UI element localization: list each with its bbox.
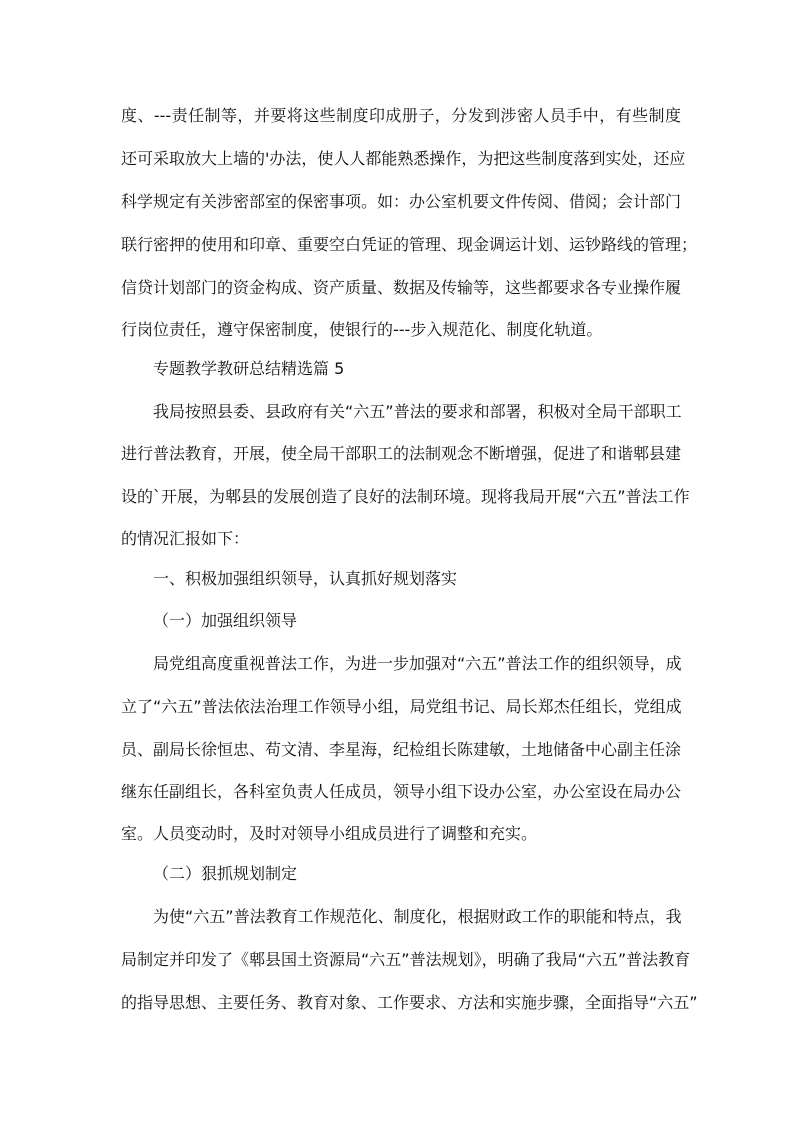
paragraph-line: 行岗位责任，遵守保密制度，使银行的---步入规范化、制度化轨道。 xyxy=(121,320,603,339)
paragraph-line: 局制定并印发了《郫县国土资源局“六五”普法规划》，明确了我局“六五”普法教育 xyxy=(121,950,691,969)
paragraph-line: 还可采取放大上墙的'办法，使人人都能熟悉操作，为把这些制度落到实处，还应 xyxy=(121,149,686,168)
paragraph-line: 局党组高度重视普法工作，为进一步加强对“六五”普法工作的组织领导，成 xyxy=(153,654,682,673)
heading: 一、积极加强组织领导，认真抓好规划落实 xyxy=(153,569,458,588)
paragraph-line: 的情况汇报如下： xyxy=(121,529,250,548)
paragraph-line: 继东任副组长，各科室负责人任成员，领导小组下设办公室，办公室设在局办公 xyxy=(121,782,682,801)
paragraph-line: 立了“六五”普法依法治理工作领导小组，局党组书记、局长郑杰任组长，党组成 xyxy=(121,697,682,716)
paragraph-line: 的指导思想、主要任务、教育对象、工作要求、方法和实施步骤，全面指导“六五” xyxy=(121,993,698,1012)
paragraph-line: 信贷计划部门的资金构成、资产质量、数据及传输等，这些都要求各专业操作履 xyxy=(121,278,682,297)
paragraph-line: 设的`开展，为郫县的发展创造了良好的法制环境。现将我局开展“六五”普法工作 xyxy=(121,487,690,506)
section-title: 专题教学教研总结精选篇 5 xyxy=(153,359,345,378)
paragraph-line: 联行密押的使用和印章、重要空白凭证的管理、现金调运计划、运钞路线的管理； xyxy=(121,235,698,254)
paragraph-line: 室。人员变动时，及时对领导小组成员进行了调整和充实。 xyxy=(121,824,538,843)
paragraph-line: 为使“六五”普法教育工作规范化、制度化，根据财政工作的职能和特点，我 xyxy=(153,907,682,926)
paragraph-line: 度、---责任制等，并要将这些制度印成册子，分发到涉密人员手中，有些制度 xyxy=(121,106,681,125)
paragraph-line: 员、副局长徐恒忠、苟文清、李星海，纪检组长陈建敏，土地储备中心副主任涂 xyxy=(121,740,682,759)
subheading: （二）狠抓规划制定 xyxy=(153,864,298,883)
subheading: （一）加强组织领导 xyxy=(153,611,298,630)
paragraph-line: 进行普法教育，开展，使全局干部职工的法制观念不断增强，促进了和谐郫县建 xyxy=(121,444,682,463)
paragraph-line: 我局按照县委、县政府有关“六五”普法的要求和部署，积极对全局干部职工 xyxy=(153,402,682,421)
paragraph-line: 科学规定有关涉密部室的保密事项。如：办公室机要文件传阅、借阅；会计部门 xyxy=(121,192,682,211)
